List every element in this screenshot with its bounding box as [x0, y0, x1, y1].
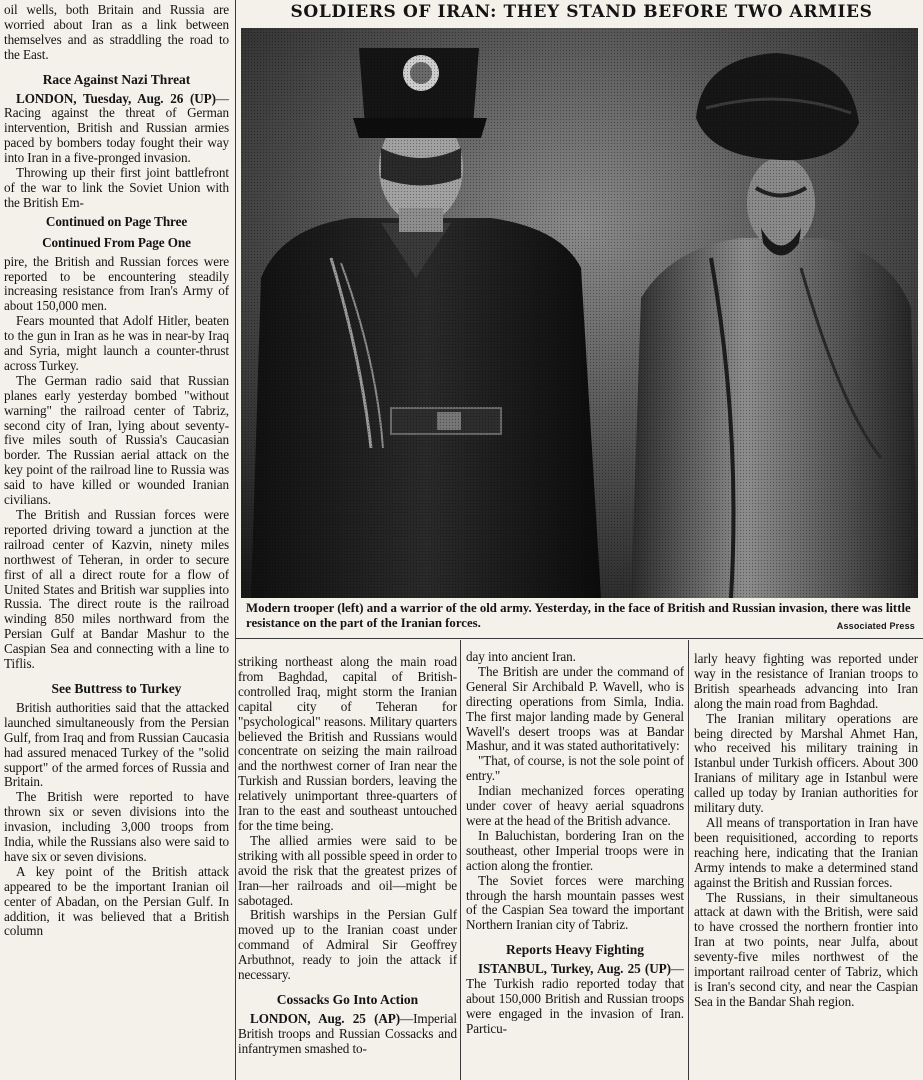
subheading: Cossacks Go Into Action: [276, 991, 419, 1007]
photo-caption: Modern trooper (left) and a warrior of the old army. Yesterday, in the face of British and Russian invasion, there was little resistance on the part of the Iranian forces.: [246, 601, 911, 630]
column-rule: [688, 640, 689, 1080]
subheading: See Buttress to Turkey: [51, 680, 182, 696]
article-column-3: [466, 650, 684, 1080]
article-paragraph: The British and Russian forces were reported driving toward a junction at the railroad center of Kazvin, ninety miles northwest of Teheran, in order to secure first of all a direct route for a flow of United States and British war supplies into Russia. The direct route is the railroad winding 850 miles northward from the Persian Gulf at Bandar Mashur to the Caspian Sea and connecting with a line to Tiflis.: [4, 507, 229, 672]
article-paragraph: The allied armies were said to be striking with all possible speed in order to avoid the risk that the greatest prizes of Iran—her railroads and oil—might be sabotaged.: [238, 832, 457, 908]
article-paragraph: larly heavy fighting was reported under way in the resistance of Iranian troops to British spearheads advancing into Iran along the main road from Baghdad.: [694, 652, 918, 711]
subheading: Race Against Nazi Threat: [42, 71, 191, 87]
article-paragraph: "That, of course, is not the sole point of entry.": [466, 753, 684, 784]
article-paragraph: The British were reported to have thrown six or seven divisions into the invasion, including 3,000 troops from India, while the Russians also were said to have six or seven divisions.: [4, 789, 229, 864]
article-paragraph: Fears mounted that Adolf Hitler, beaten to the gun in Iran as he was in near-by Iraq and Syria, might launch a counter-thrust across Turkey.: [4, 313, 229, 373]
article-paragraph: Indian mechanized forces operating under cover of heavy aerial squadrons were at the head of the British advance.: [466, 783, 684, 828]
dateline: LONDON, Tuesday, Aug. 26 (UP): [16, 90, 216, 106]
article-paragraph: A key point of the British attack appeared to be the important Iranian oil center of Abadan, on the Persian Gulf. In addition, it was believed that a British column: [4, 863, 229, 939]
article-paragraph: pire, the British and Russian forces were reported to be encountering steadily increasing resistance from Iran's Army of about 150,000 men.: [4, 253, 229, 314]
dateline: LONDON, Aug. 25 (AP): [250, 1010, 401, 1026]
photo-credit: Associated Press: [836, 621, 915, 631]
article-column-4: [694, 652, 918, 1080]
column-rule: [235, 0, 236, 1080]
column-rule: [460, 640, 461, 1080]
article-paragraph: day into ancient Iran.: [466, 650, 576, 664]
photo-bottom-rule: [236, 638, 923, 639]
dateline: ISTANBUL, Turkey, Aug. 25 (UP): [478, 961, 671, 977]
article-paragraph: In Baluchistan, bordering Iran on the southeast, other Imperial troops were in action along the frontier.: [466, 827, 684, 873]
article-paragraph: All means of transportation in Iran have been requisitioned, according to reports reaching here, indicating that the Iranian Army intends to make a determined stand against the British and Russian forces.: [694, 814, 918, 890]
article-paragraph: LONDON, Tuesday, Aug. 26 (UP)—Racing against the threat of German intervention, British and Russian armies paced by bombers today fought their way into Iran in a five-pronged invasion.: [4, 90, 229, 166]
subheading: Reports Heavy Fighting: [506, 942, 644, 958]
article-paragraph: The Russians, in their simultaneous attack at dawn with the British, were said to have crossed the northern frontier into Iran at two points, near Julfa, about seventy-five miles northwest of the important railroad center of Tabriz, which is Iran's second city, and near the Caspian Sea in the Bandar Shah region.: [694, 889, 918, 1009]
article-paragraph: The German radio said that Russian planes early yesterday bombed "without warning" the railroad center of Tabriz, second city of Iran, lying about seventy-five miles south of Russia's Caucasian border. The Russian aerial attack on the key point of the railroad line to Russia was said to have killed or wounded Iranian civilians.: [4, 372, 229, 508]
article-paragraph: British authorities said that the attacked launched simultaneously from the Persian Gulf, from Iraq and from Russian Caucasia had assured menaced Turkey of the "solid support" of the armed forces of Russia and Britain.: [4, 699, 229, 790]
article-paragraph: oil wells, both Britain and Russia are worried about Iran as a link between themselves and as straddling the road to the East.: [4, 3, 229, 62]
article-paragraph: The Iranian military operations are being directed by Marshal Ahmet Han, who received his military training in Istanbul under Turkish officers. About 300 Iranians of military age in Istanbul were called up today by Iranian authorities for military duty.: [694, 710, 918, 816]
article-paragraph: The British are under the command of General Sir Archibald P. Wavell, who is directing operations from Simla, India. The first major landing made by General Wavell's desert troops was at Bandar Mashur, and it was stated authoritatively:: [466, 663, 684, 754]
jump-line-continued-from: Continued From Page One: [42, 234, 191, 250]
article-paragraph: Throwing up their first joint battlefront of the war to link the Soviet Union with the British Em-: [4, 165, 229, 210]
article-paragraph: The Soviet forces were marching through the harsh mountain passes west of the Caspian Sea toward the important Northern Iranian city of Tabriz.: [466, 872, 684, 933]
article-column-1: [4, 3, 229, 1080]
jump-line-continued-on: Continued on Page Three: [45, 213, 188, 229]
halftone-photo: [241, 28, 918, 598]
article-paragraph: LONDON, Aug. 25 (AP)—Imperial British troops and Russian Cossacks and infantrymen smashed to-: [238, 1010, 457, 1056]
headline: SOLDIERS OF IRAN: THEY STAND BEFORE TWO ARMIES: [290, 2, 873, 22]
article-paragraph: ISTANBUL, Turkey, Aug. 25 (UP)—The Turkish radio reported today that about 150,000 British and Russian troops were engaged in the invasion of Iran. Particu-: [466, 961, 684, 1036]
article-paragraph: striking northeast along the main road from Baghdad, capital of British-controlled Iraq, might storm the Iranian capital city of Teheran for "psychological" reasons. Military quarters believed the British and Russians would concentrate on seizing the main railroad and the northwest corner of Iran near the Turkish and Russian borders, leaving the relatively unimportant three-quarters of Iran to the east and southeast untouched for the time being.: [238, 655, 457, 833]
article-column-2: [238, 655, 457, 1080]
article-paragraph: British warships in the Persian Gulf moved up to the Iranian coast under command of Admiral Sir Geoffrey Arbuthnot, ready to join the attack if necessary.: [238, 907, 457, 983]
